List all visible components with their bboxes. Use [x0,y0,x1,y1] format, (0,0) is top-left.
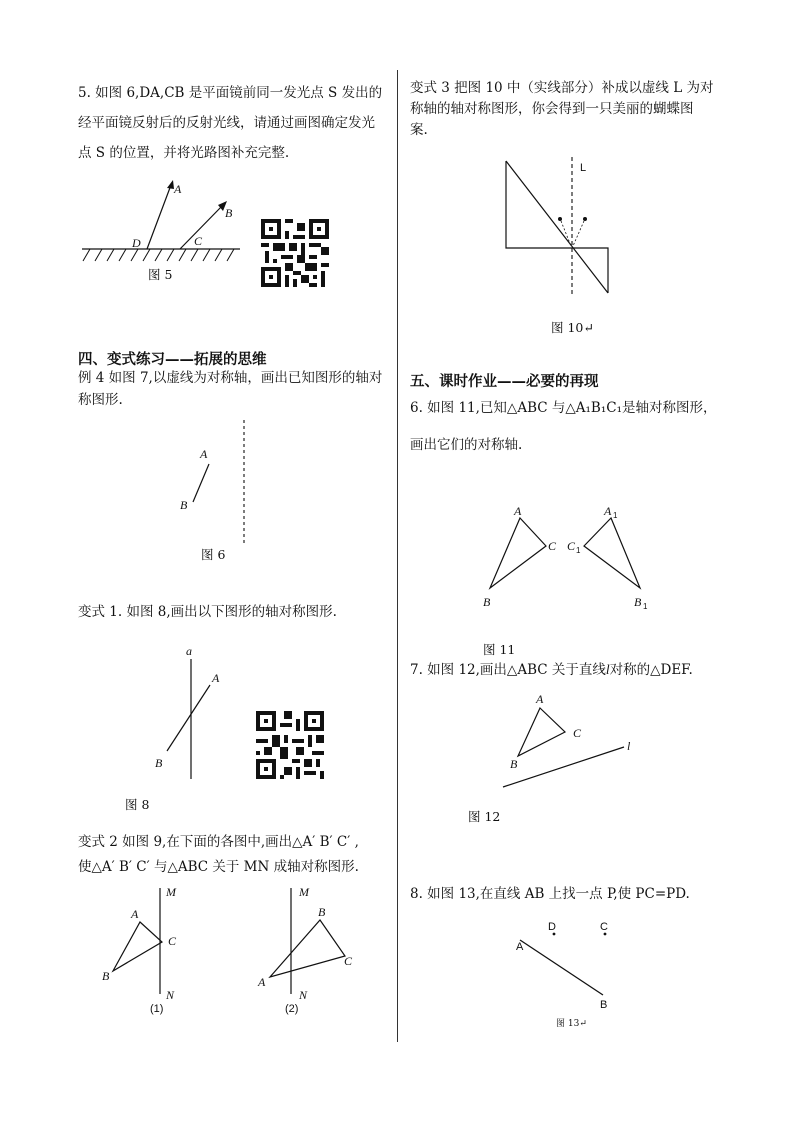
fig11-sub-a1: 1 [613,511,618,520]
q6-line-1-post: 是轴对称图形， [622,400,717,416]
variant-3-line-3: 案. [410,122,428,138]
fig9-1-label-c: C [168,934,177,948]
fig11-sub-b1: 1 [643,602,648,611]
variant-1-text: 变式 1. 如图 8,画出以下图形的轴对称图形. [78,604,337,620]
fig9-2-label-c: C [344,954,353,968]
fig5-label-d: D [132,236,141,250]
fig13-caption: 图 13↵ [556,1019,587,1029]
fig9-1-label-b: B [102,969,110,983]
q7-text [410,659,693,681]
q6-triangle-symbol: A₁B₁C₁ [575,400,622,416]
fig13-label-c: C [600,921,608,933]
figure-9-2 [255,882,365,1017]
fig12-label-c: C [573,726,582,740]
qr-code-icon[interactable] [256,711,324,779]
fig8-label-b: B [155,756,163,770]
fig12-label-b: B [510,757,518,771]
fig12-label-a: A [536,692,544,706]
ex4-line-2: 称图形. [78,392,123,408]
q6-line-1-pre: 6. 如图 11,已知△ABC 与△ [410,400,576,416]
variant-2-line-2: 使△A′ B′ C′ 与△ABC 关于 MN 成轴对称图形. [78,859,359,875]
fig11-label-b1: B [634,595,642,609]
section-4-title: 四、变式练习——拓展的思维 [78,352,267,368]
fig9-2-label-n: N [299,988,308,1002]
fig9-2-label-a: A [258,975,266,989]
fig5-label-a: A [174,182,182,196]
q5-line-2: 经平面镜反射后的反射光线，请通过画图确定发光 [78,115,375,131]
fig8-caption: 图 8 [125,797,150,812]
q7-text-l: l [605,662,610,677]
q6-line-2: 画出它们的对称轴. [410,437,523,453]
figure-6-segment [175,418,255,546]
section-5-title: 五、课时作业——必要的再现 [410,374,599,390]
q5-line-1: 5. 如图 6,DA,CB 是平面镜前同一发光点 S 发出的 [78,85,383,101]
figure-13-line [510,915,630,1015]
fig11-label-a1: A [604,504,612,518]
fig10-label-l: L [580,162,587,174]
fig5-label-b: B [225,206,233,220]
fig12-label-l: l [627,739,631,753]
figure-12-triangle-line [498,688,648,788]
fig5-label-c: C [194,234,203,248]
fig11-caption: 图 11 [483,642,516,657]
figure-9-1 [98,882,198,1017]
figure-11-triangles [480,500,660,615]
fig6-caption: 图 6 [201,547,226,562]
qr-code-icon[interactable] [261,219,329,287]
q8-text: 8. 如图 13,在直线 AB 上找一点 P,使 PC=PD. [410,886,690,902]
q6-line-1 [410,397,717,419]
fig13-label-a: A [516,941,524,953]
variant-3-line-1: 变式 3 把图 10 中（实线部分）补成以虚线 L 为对 [410,80,714,96]
figure-10-butterfly [500,155,620,305]
figure-5-mirror [80,175,250,270]
fig11-label-c1: C [567,539,576,553]
variant-2-line-1: 变式 2 如图 9,在下面的各图中,画出△A′ B′ C′ , [78,834,359,850]
fig11-sub-c1: 1 [576,546,581,555]
fig6-label-b: B [180,498,188,512]
fig9-1-label-n: N [166,988,175,1002]
q7-text-post: 对称的△DEF. [609,662,693,678]
ex4-line-1: 例 4 如图 7,以虚线为对称轴，画出已知图形的轴对 [78,370,383,386]
fig8-label-a: A [212,671,220,685]
fig8-label-a-axis: a [186,644,192,658]
fig9-1-sub: (1) [150,1003,164,1015]
fig9-2-label-b: B [318,905,326,919]
fig11-label-a: A [514,504,522,518]
figure-8-line [150,645,230,785]
q5-line-3: 点 S 的位置，并将光路图补充完整. [78,145,290,161]
fig13-label-b: B [600,999,608,1011]
variant-3-line-2: 称轴的轴对称图形，你会得到一只美丽的蝴蝶图 [410,101,694,117]
fig9-2-label-m: M [299,885,309,899]
fig9-1-label-m: M [166,885,176,899]
fig11-label-b: B [483,595,491,609]
fig5-caption: 图 5 [148,267,173,282]
fig9-1-label-a: A [131,907,139,921]
fig13-label-d: D [548,921,556,933]
fig10-caption: 图 10↵ [551,320,594,335]
fig6-label-a: A [200,447,208,461]
fig11-label-c: C [548,539,557,553]
column-divider [397,70,398,1042]
fig9-2-sub: (2) [285,1003,299,1015]
q7-text-pre: 7. 如图 12,画出△ABC 关于直线 [410,662,606,678]
fig12-caption: 图 12 [468,809,501,824]
